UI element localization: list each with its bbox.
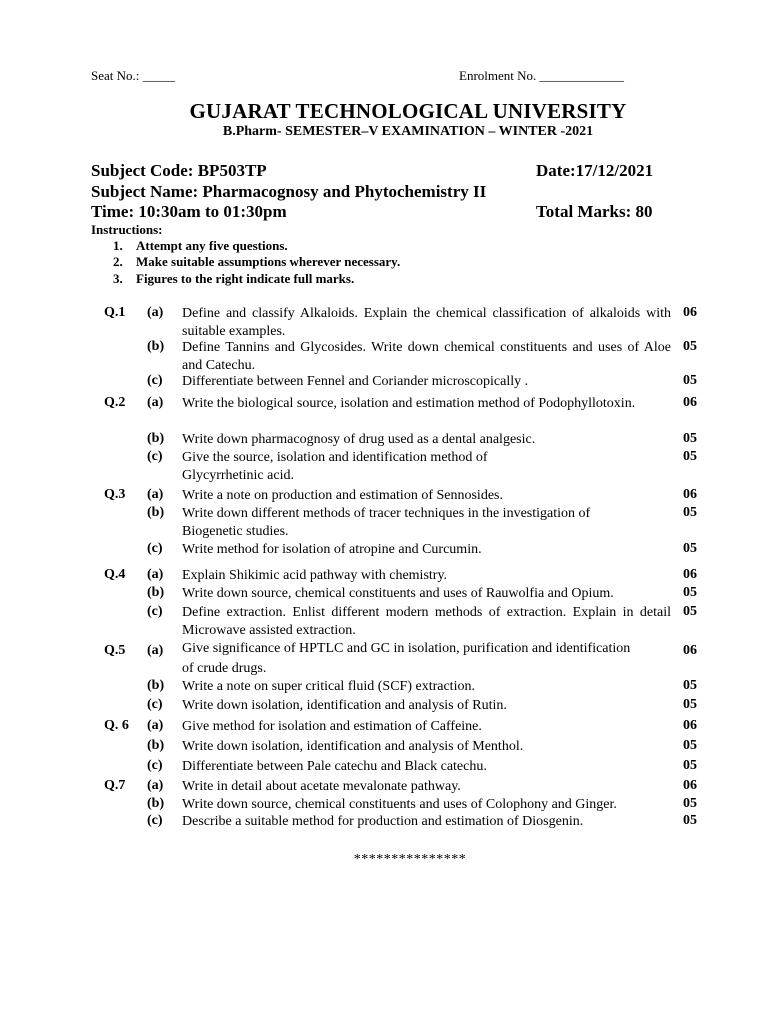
question-text: Write in detail about acetate mevalonate pathway. (182, 779, 461, 794)
question-number: Q.3 (104, 487, 126, 502)
question-marks: 06 (683, 567, 697, 582)
question-marks: 05 (683, 604, 697, 619)
instruction-number: 1. (113, 238, 123, 253)
question-marks: 06 (683, 778, 697, 793)
instructions-title: Instructions: (91, 222, 163, 237)
question-marks: 05 (683, 339, 697, 354)
question-marks: 05 (683, 697, 697, 712)
question-part-label: (b) (147, 796, 165, 811)
question-text: Describe a suitable method for production and estimation of Diosgenin. (182, 814, 584, 829)
question-text: Write down source, chemical constituents and uses of Colophony and Ginger. (182, 797, 617, 812)
question-part-label: (b) (147, 585, 165, 600)
question-part-label: (a) (147, 487, 164, 502)
question-marks: 05 (683, 678, 697, 693)
question-part-label: (a) (147, 567, 164, 582)
question-number: Q.4 (104, 567, 126, 582)
question-marks: 05 (683, 373, 697, 388)
seat-number-field: Seat No.: _____ (91, 68, 176, 83)
question-part-label: (a) (147, 305, 164, 320)
question-marks: 05 (683, 738, 697, 753)
question-text-continued: Biogenetic studies. (182, 524, 289, 539)
question-text: Write the biological source, isolation and estimation method of Podophyllotoxin. (182, 396, 636, 411)
question-text: Write down source, chemical constituents and uses of Rauwolfia and Opium. (182, 586, 614, 601)
question-part-label: (a) (147, 395, 164, 410)
question-text: Write down isolation, identification and analysis of Menthol. (182, 739, 524, 754)
question-marks: 06 (683, 305, 697, 320)
question-number: Q.5 (104, 643, 126, 658)
question-marks: 05 (683, 813, 697, 828)
subject-code: Subject Code: BP503TP (91, 161, 267, 180)
instruction-text: Figures to the right indicate full marks. (136, 271, 355, 286)
question-part-label: (c) (147, 373, 163, 388)
question-text: Explain Shikimic acid pathway with chemistry. (182, 568, 448, 583)
instruction-text: Attempt any five questions. (136, 238, 288, 253)
instruction-number: 2. (113, 254, 123, 269)
question-text: Give significance of HPTLC and GC in isolation, purification and identification (182, 641, 631, 656)
question-marks: 05 (683, 431, 697, 446)
question-text: Differentiate between Fennel and Coriander microscopically . (182, 374, 529, 389)
question-part-label: (b) (147, 431, 165, 446)
question-part-label: (a) (147, 643, 164, 658)
question-part-label: (b) (147, 678, 165, 693)
question-number: Q.7 (104, 778, 126, 793)
question-part-label: (b) (147, 738, 165, 753)
question-part-label: (c) (147, 449, 163, 464)
question-text: Write a note on production and estimation of Sennosides. (182, 488, 503, 503)
exam-title: B.Pharm- SEMESTER–V EXAMINATION – WINTER -2021 (222, 124, 594, 139)
question-number: Q.2 (104, 395, 126, 410)
question-marks: 06 (683, 643, 697, 658)
exam-date: Date:17/12/2021 (536, 161, 654, 180)
question-part-label: (b) (147, 339, 165, 354)
question-part-label: (c) (147, 541, 163, 556)
university-name: GUJARAT TECHNOLOGICAL UNIVERSITY (189, 99, 627, 123)
instruction-text: Make suitable assumptions wherever necessary. (136, 254, 401, 269)
question-part-label: (c) (147, 758, 163, 773)
question-text: Define and classify Alkaloids. Explain the chemical classification of alkaloids with suitable examples. (182, 306, 671, 339)
instruction-number: 3. (113, 271, 123, 286)
total-marks: Total Marks: 80 (536, 202, 653, 221)
question-text: Write down different methods of tracer techniques in the investigation of (182, 506, 591, 521)
question-part-label: (c) (147, 697, 163, 712)
question-text: Give the source, isolation and identification method of (182, 450, 488, 465)
enrolment-number-field: Enrolment No. _____________ (459, 68, 625, 83)
question-marks: 05 (683, 541, 697, 556)
exam-time: Time: 10:30am to 01:30pm (91, 202, 287, 221)
question-marks: 05 (683, 796, 697, 811)
question-part-label: (a) (147, 778, 164, 793)
question-marks: 05 (683, 585, 697, 600)
question-text: Define Tannins and Glycosides. Write down chemical constituents and uses of Aloe and Catechu. (182, 340, 671, 373)
question-text: Write method for isolation of atropine and Curcumin. (182, 542, 482, 557)
question-marks: 05 (683, 505, 697, 520)
question-marks: 06 (683, 487, 697, 502)
question-text: Differentiate between Pale catechu and Black catechu. (182, 759, 487, 774)
question-part-label: (b) (147, 505, 165, 520)
question-text: Write down isolation, identification and analysis of Rutin. (182, 698, 507, 713)
question-number: Q.1 (104, 305, 126, 320)
question-marks: 05 (683, 758, 697, 773)
end-of-paper-stars: *************** (353, 852, 467, 867)
question-marks: 05 (683, 449, 697, 464)
question-text-continued: Glycyrrhetinic acid. (182, 468, 294, 483)
question-text: Define extraction. Enlist different modern methods of extraction. Explain in detail Microwave assisted extraction. (182, 605, 671, 638)
question-text: Write down pharmacognosy of drug used as a dental analgesic. (182, 432, 536, 447)
question-part-label: (c) (147, 813, 163, 828)
question-number: Q. 6 (104, 718, 129, 733)
question-part-label: (a) (147, 718, 164, 733)
question-text: Give method for isolation and estimation of Caffeine. (182, 719, 482, 734)
subject-name: Subject Name: Pharmacognosy and Phytochemistry II (91, 182, 487, 201)
question-text: Write a note on super critical fluid (SCF) extraction. (182, 679, 475, 694)
question-part-label: (c) (147, 604, 163, 619)
question-marks: 06 (683, 718, 697, 733)
question-text-continued: of crude drugs. (182, 661, 267, 676)
question-marks: 06 (683, 395, 697, 410)
